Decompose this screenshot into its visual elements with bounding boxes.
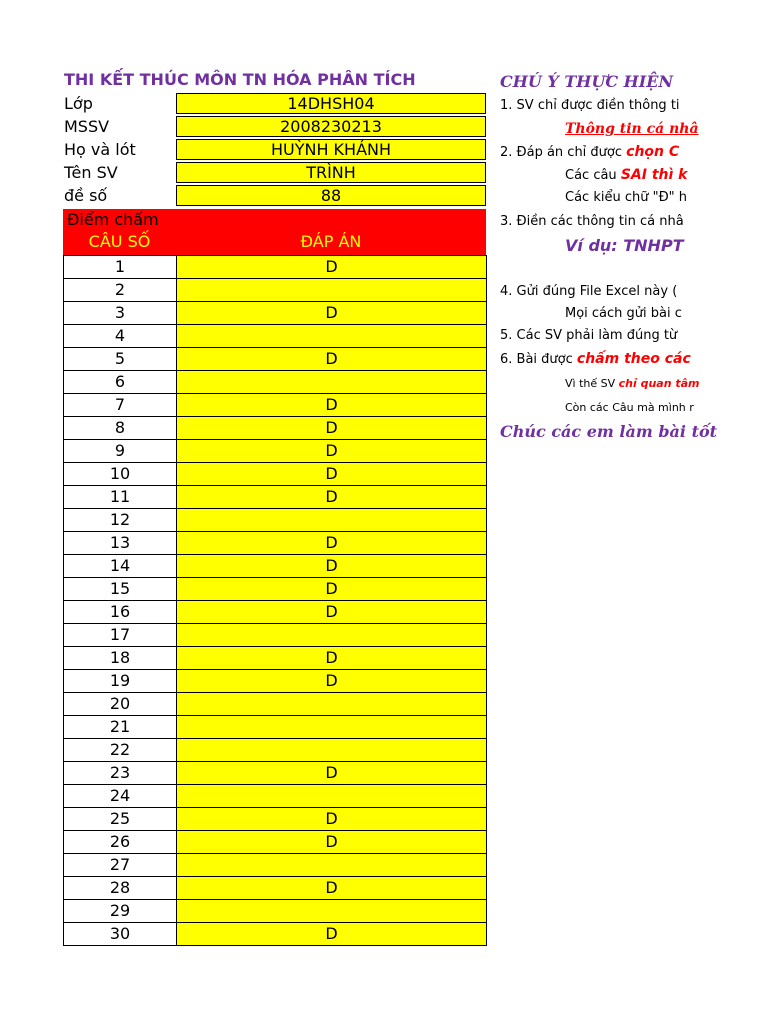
question-column-header: CÂU SỐ — [88, 232, 151, 251]
instructions-panel — [500, 0, 768, 1024]
note-3: 3. Điền các thông tin cá nhâ — [500, 214, 684, 229]
exam-title: THI KẾT THÚC MÔN TN HÓA PHÂN TÍCH — [64, 70, 416, 89]
question-number: 3 — [64, 302, 177, 325]
question-number: 4 — [64, 325, 177, 348]
answer-cell[interactable]: D — [177, 877, 487, 900]
answer-row — [64, 440, 487, 463]
answer-row — [64, 670, 487, 693]
class-label: Lớp — [64, 94, 93, 113]
note-4: 4. Gửi đúng File Excel này ( — [500, 284, 678, 299]
question-number: 16 — [64, 601, 177, 624]
answer-cell[interactable] — [177, 716, 487, 739]
question-number: 19 — [64, 670, 177, 693]
first-name-field[interactable]: TRÌNH — [176, 162, 486, 183]
class-field[interactable]: 14DHSH04 — [176, 93, 486, 114]
answer-row — [64, 831, 487, 854]
question-number: 10 — [64, 463, 177, 486]
answer-row — [64, 279, 487, 302]
question-number: 13 — [64, 532, 177, 555]
note-2-sub-1-text: Các câu — [565, 168, 621, 183]
answer-cell[interactable] — [177, 624, 487, 647]
question-number: 8 — [64, 417, 177, 440]
question-number: 9 — [64, 440, 177, 463]
answer-row — [64, 417, 487, 440]
note-2-sub-2: Các kiểu chữ "Đ" h — [565, 190, 687, 205]
answer-cell[interactable]: D — [177, 486, 487, 509]
question-number: 1 — [64, 256, 177, 279]
answer-cell[interactable]: D — [177, 762, 487, 785]
answer-cell[interactable]: D — [177, 808, 487, 831]
note-6-sub-1-emphasis: chỉ quan tâm — [618, 377, 700, 390]
question-number: 26 — [64, 831, 177, 854]
answer-cell[interactable] — [177, 854, 487, 877]
surname-field[interactable]: HUỲNH KHÁNH — [176, 139, 486, 160]
question-number: 14 — [64, 555, 177, 578]
answer-row — [64, 739, 487, 762]
student-id-label: MSSV — [64, 117, 110, 136]
answer-table-header — [63, 209, 486, 255]
answer-row — [64, 394, 487, 417]
answer-row — [64, 348, 487, 371]
answer-row — [64, 693, 487, 716]
note-2-sub-1 — [565, 167, 687, 183]
answer-cell[interactable]: D — [177, 394, 487, 417]
answer-row — [64, 532, 487, 555]
answer-cell[interactable] — [177, 371, 487, 394]
answer-row — [64, 302, 487, 325]
question-number: 12 — [64, 509, 177, 532]
question-number: 2 — [64, 279, 177, 302]
answer-cell[interactable]: D — [177, 348, 487, 371]
note-5: 5. Các SV phải làm đúng từ — [500, 328, 678, 343]
answer-row — [64, 325, 487, 348]
answer-cell[interactable] — [177, 693, 487, 716]
note-3-example: Ví dụ: TNHPT — [565, 236, 684, 255]
question-number: 11 — [64, 486, 177, 509]
note-4-sub: Mọi cách gửi bài c — [565, 306, 682, 321]
grade-label: Điểm chấm — [67, 210, 159, 229]
note-6 — [500, 351, 691, 367]
note-2-sub-1-emphasis: SAI thì k — [620, 167, 688, 183]
answer-cell[interactable] — [177, 325, 487, 348]
question-number: 25 — [64, 808, 177, 831]
closing-message: Chúc các em làm bài tốt — [500, 422, 718, 441]
answer-row — [64, 555, 487, 578]
answer-row — [64, 509, 487, 532]
answer-cell[interactable] — [177, 785, 487, 808]
question-number: 17 — [64, 624, 177, 647]
surname-label: Họ và lót — [64, 140, 136, 159]
answer-cell[interactable]: D — [177, 440, 487, 463]
answer-cell[interactable]: D — [177, 601, 487, 624]
answer-cell[interactable]: D — [177, 555, 487, 578]
answer-cell[interactable]: D — [177, 923, 487, 946]
instructions-heading: CHÚ Ý THỰC HIỆN — [500, 72, 674, 91]
question-number: 22 — [64, 739, 177, 762]
answer-row — [64, 854, 487, 877]
question-number: 5 — [64, 348, 177, 371]
question-number: 21 — [64, 716, 177, 739]
note-6-sub-2: Còn các Câu mà mình r — [565, 401, 694, 414]
answer-cell[interactable] — [177, 739, 487, 762]
student-id-field[interactable]: 2008230213 — [176, 116, 486, 137]
note-6-text: 6. Bài được — [500, 352, 577, 367]
note-6-sub-1-text: Vì thế SV — [565, 377, 619, 390]
answer-row — [64, 900, 487, 923]
question-number: 15 — [64, 578, 177, 601]
answer-cell[interactable]: D — [177, 578, 487, 601]
answer-cell[interactable]: D — [177, 302, 487, 325]
note-1: 1. SV chỉ được điền thông ti — [500, 98, 680, 113]
answer-cell[interactable]: D — [177, 463, 487, 486]
question-number: 29 — [64, 900, 177, 923]
question-number: 6 — [64, 371, 177, 394]
question-number: 24 — [64, 785, 177, 808]
answer-row — [64, 463, 487, 486]
answer-row — [64, 624, 487, 647]
exam-code-label: đề số — [64, 186, 108, 205]
question-number: 28 — [64, 877, 177, 900]
answer-table — [63, 255, 487, 946]
answer-cell[interactable] — [177, 900, 487, 923]
note-1-sub: Thông tin cá nhâ — [565, 121, 699, 137]
answer-cell[interactable] — [177, 279, 487, 302]
exam-code-field[interactable]: 88 — [176, 185, 486, 206]
question-number: 23 — [64, 762, 177, 785]
answer-cell[interactable]: D — [177, 831, 487, 854]
answer-row — [64, 578, 487, 601]
answer-row — [64, 371, 487, 394]
note-6-emphasis: chấm theo các — [576, 351, 691, 367]
answer-row — [64, 486, 487, 509]
answer-cell[interactable]: D — [177, 647, 487, 670]
answer-row — [64, 601, 487, 624]
question-number: 20 — [64, 693, 177, 716]
answer-row — [64, 716, 487, 739]
answer-cell[interactable]: D — [177, 670, 487, 693]
answer-cell[interactable]: D — [177, 532, 487, 555]
note-2-emphasis: chọn C — [626, 144, 680, 160]
answer-row — [64, 785, 487, 808]
note-2-text: 2. Đáp án chỉ được — [500, 145, 627, 160]
answer-row — [64, 647, 487, 670]
answer-row — [64, 256, 487, 279]
answer-row — [64, 808, 487, 831]
answer-cell[interactable]: D — [177, 256, 487, 279]
note-2 — [500, 144, 679, 160]
question-number: 18 — [64, 647, 177, 670]
answer-row — [64, 762, 487, 785]
question-number: 30 — [64, 923, 177, 946]
question-number: 27 — [64, 854, 177, 877]
first-name-label: Tên SV — [64, 163, 118, 182]
note-6-sub-1 — [565, 377, 700, 390]
answer-cell[interactable] — [177, 509, 487, 532]
answer-row — [64, 923, 487, 946]
answer-column-header: ĐÁP ÁN — [300, 232, 362, 251]
question-number: 7 — [64, 394, 177, 417]
answer-cell[interactable]: D — [177, 417, 487, 440]
answer-row — [64, 877, 487, 900]
